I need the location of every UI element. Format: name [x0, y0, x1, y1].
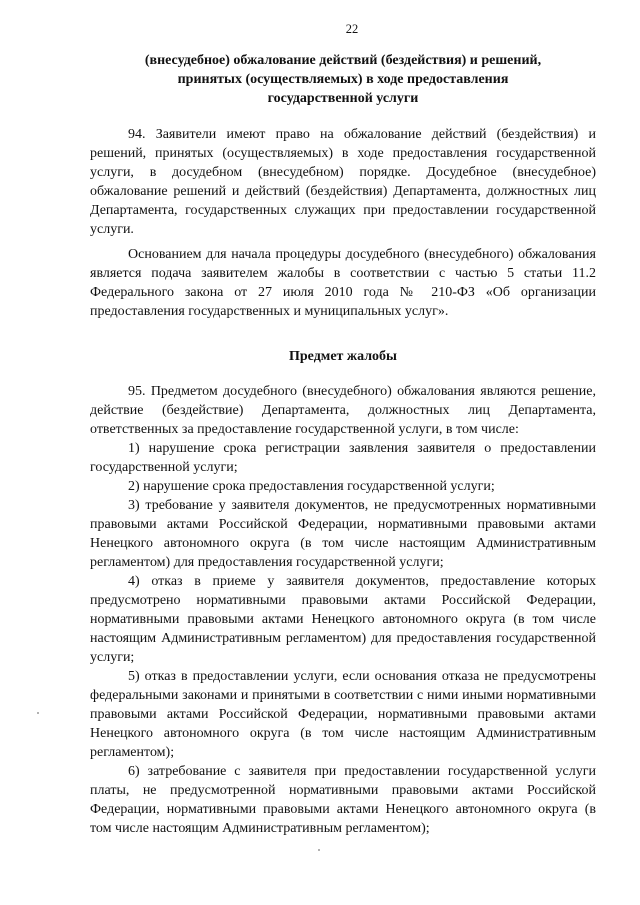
- list-item-1: 1) нарушение срока регистрации заявления заявителя о предоставлении государственной услуги;: [90, 441, 596, 475]
- heading-line-3: государственной услуги: [267, 91, 419, 106]
- list-item-2: 2) нарушение срока предоставления государственной услуги;: [128, 479, 495, 494]
- list-item-5: 5) отказ в предоставлении услуги, если основания отказа не предусмотрены федеральными законами и принятыми в соответствии с ними иными нормативными правовыми актами Российской Федерации, нормативными правовыми актами Ненецкого автономного округа (в том числе настоящим Административным регламентом);: [90, 669, 596, 760]
- heading-line-2: принятых (осуществляемых) в ходе предоставления: [177, 72, 509, 87]
- list-item-4: 4) отказ в приеме у заявителя документов, предоставление которых предусмотрено нормативными правовыми актами Российской Федерации, нормативными правовыми актами Ненецкого автономного округа (в том числе настоящим Административным регламентом) для предоставления государственной услуги;: [90, 574, 596, 665]
- document-page: [90, 20, 596, 838]
- paragraph-basis: Основанием для начала процедуры досудебного (внесудебного) обжалования является подача заявителем жалобы в соответствии с частью 5 статьи 11.2 Федерального закона от 27 июля 2010 года № 210-ФЗ «Об организации предоставления государственных и муниципальных услуг».: [90, 247, 596, 319]
- paragraph-94: 94. Заявители имеют право на обжалование действий (бездействия) и решений, принятых (осуществляемых) в ходе предоставления государственной услуги, в досудебном (внесудебном) порядке. Досудебное (внесудебное) обжалование решений и действий (бездействия) Департамента, должностных лиц Департамента, государственных служащих при предоставлении государственной услуги.: [90, 127, 596, 237]
- list-item-6: 6) затребование с заявителя при предоставлении государственной услуги платы, не предусмотренной нормативными правовыми актами Российской Федерации, нормативными правовыми актами Ненецкого автономного округа (в том числе настоящим Административным регламентом);: [90, 764, 596, 836]
- section-title-complaint-subject: Предмет жалобы: [289, 349, 397, 364]
- section-heading: [90, 51, 596, 108]
- scan-speck: [318, 849, 320, 851]
- heading-line-1: (внесудебное) обжалование действий (бездействия) и решений,: [144, 53, 542, 68]
- page-number: 22: [345, 22, 359, 36]
- list-item-3: 3) требование у заявителя документов, не предусмотренных нормативными правовыми актами Российской Федерации, нормативными правовыми актами Ненецкого автономного округа (в том числе настоящим Административным регламентом) для предоставления государственной услуги;: [90, 498, 596, 570]
- scan-speck: [37, 712, 39, 714]
- paragraph-95: 95. Предметом досудебного (внесудебного) обжалования являются решение, действие (бездействие) Департамента, должностных лиц Департамента, ответственных за предоставление государственной услуги, в том числе:: [90, 384, 596, 437]
